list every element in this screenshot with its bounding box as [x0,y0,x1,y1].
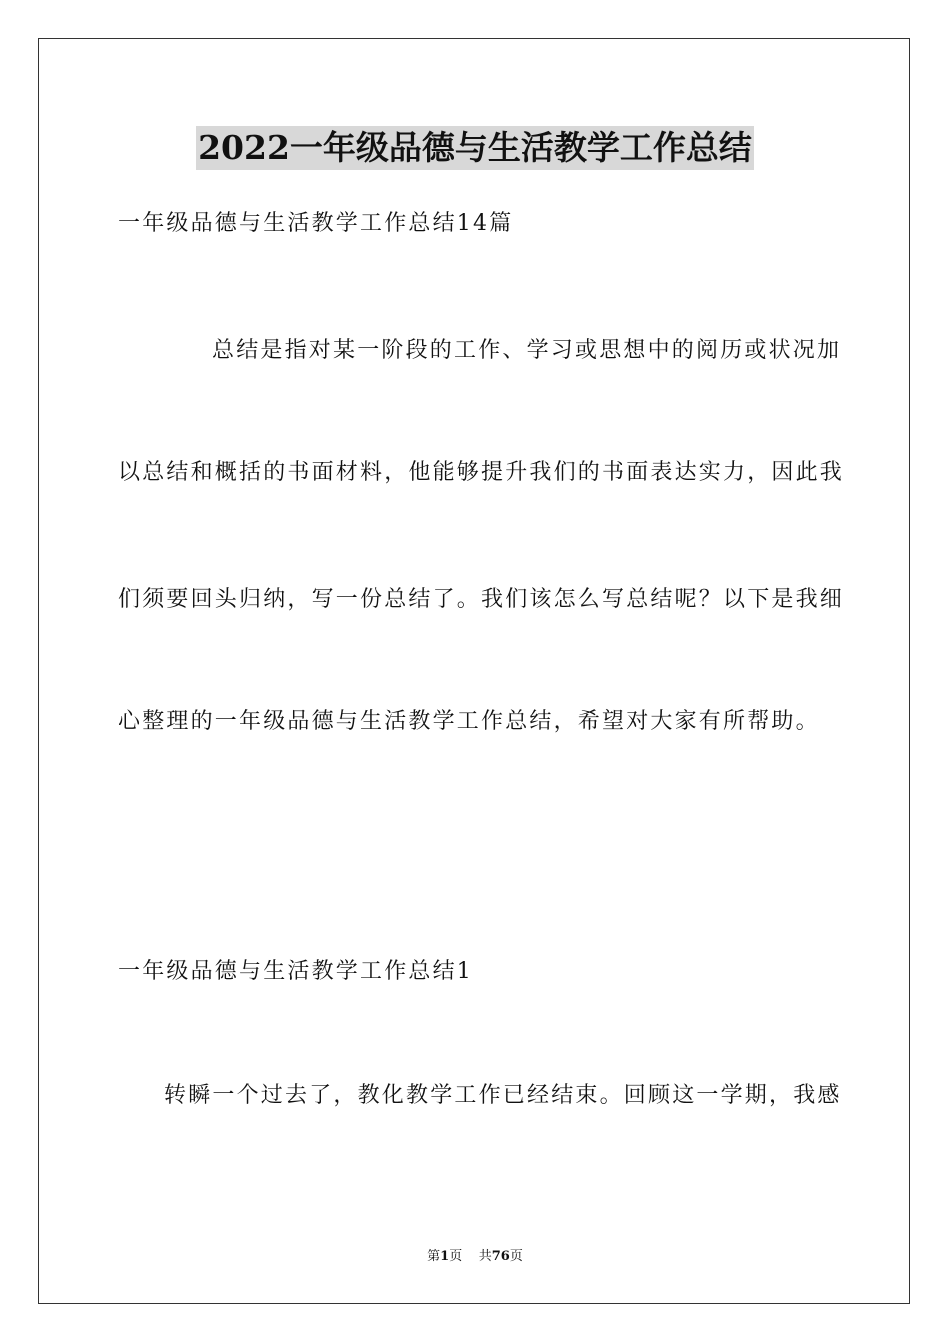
footer-total-pages: 76 [491,1249,510,1264]
page-footer [0,1248,950,1266]
document-subtitle: 一年级品德与生活教学工作总结14篇 [118,211,514,236]
intro-line-1: 总结是指对某一阶段的工作、学习或思想中的阅历或状况加 [212,338,842,363]
section-paragraph-line: 转瞬一个过去了，教化教学工作已经结束。回顾这一学期，我感 [164,1083,842,1108]
footer-total-suffix: 页 [509,1249,523,1264]
intro-line-2: 以总结和概括的书面材料，他能够提升我们的书面表达实力，因此我 [118,460,845,485]
footer-page-number: 1 [440,1249,450,1264]
footer-page-suffix: 页 [449,1249,463,1264]
title-container [0,126,950,170]
document-title: 2022一年级品德与生活教学工作总结 [196,126,754,170]
section-heading: 一年级品德与生活教学工作总结1 [118,959,473,984]
footer-page-prefix: 第 [427,1249,441,1264]
footer-total-prefix: 共 [478,1249,492,1264]
intro-line-3: 们须要回头归纳，写一份总结了。我们该怎么写总结呢？以下是我细 [118,587,845,612]
intro-line-4: 心整理的一年级品德与生活教学工作总结，希望对大家有所帮助。 [118,709,820,734]
